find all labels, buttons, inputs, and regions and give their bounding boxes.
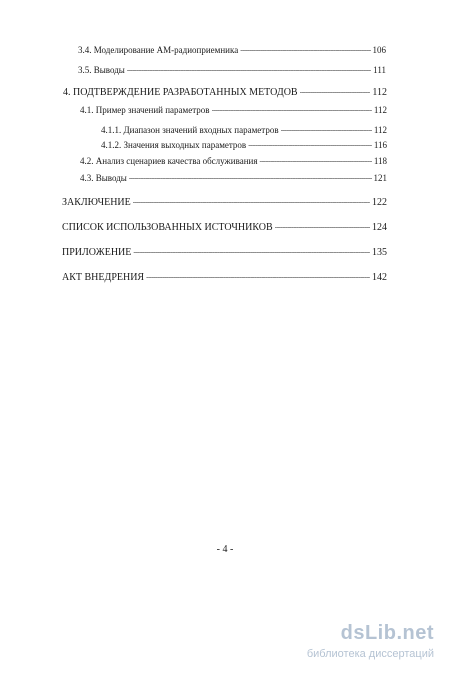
- toc-entry-4-1: [80, 104, 387, 116]
- watermark-logo: dsLib.net: [340, 622, 434, 644]
- toc-entry-appendix: [62, 247, 387, 259]
- toc-entry-page: 121: [373, 173, 387, 183]
- toc-entry-page: 112: [372, 87, 387, 98]
- toc-leader: [300, 86, 371, 98]
- toc-leader: [275, 221, 370, 233]
- toc-entry-title: 4.2. Анализ сценариев качества обслуживания: [80, 156, 258, 166]
- toc-entry-page: 111: [373, 65, 386, 75]
- toc-entry-title: 4. ПОДТВЕРЖДЕНИЕ РАЗРАБОТАННЫХ МЕТОДОВ: [63, 87, 298, 98]
- toc-entry-title: СПИСОК ИСПОЛЬЗОВАННЫХ ИСТОЧНИКОВ: [62, 222, 273, 233]
- toc-entry-4-3: [80, 172, 387, 184]
- toc-leader: [281, 124, 372, 136]
- toc-entry-page: 118: [373, 156, 387, 166]
- toc-entry-title: 4.3. Выводы: [80, 173, 127, 183]
- toc-leader: [240, 44, 370, 56]
- toc-entry-page: 112: [373, 125, 387, 135]
- toc-entry-3-5: [78, 64, 386, 76]
- toc-entry-4-2: [80, 155, 387, 167]
- toc-entry-page: 135: [372, 247, 387, 258]
- toc-leader: [248, 139, 372, 151]
- toc-entry-title: АКТ ВНЕДРЕНИЯ: [62, 272, 145, 283]
- toc-entry-page: 124: [372, 222, 387, 233]
- toc-entry-page: 112: [373, 105, 387, 115]
- toc-leader: [133, 246, 370, 258]
- toc-entry-page: 122: [372, 197, 387, 208]
- toc-leader: [133, 196, 370, 208]
- toc-entry-title: 3.4. Моделирование АМ-радиоприемника: [78, 45, 239, 55]
- watermark: [292, 622, 442, 666]
- toc-entry-title: 3.5. Выводы: [78, 65, 125, 75]
- watermark-tagline: библиотека диссертаций: [306, 648, 434, 660]
- toc-entry-title: ЗАКЛЮЧЕНИЕ: [62, 197, 131, 208]
- toc-entry-conclusion: [62, 197, 387, 209]
- toc-entry-page: 116: [373, 140, 387, 150]
- toc-leader: [129, 172, 372, 184]
- toc-entry-page: 106: [372, 45, 386, 55]
- toc-entry-title: 4.1.1. Диапазон значений входных параметров: [101, 125, 279, 135]
- toc-leader: [146, 271, 370, 283]
- toc-entry-title: 4.1. Пример значений параметров: [80, 105, 210, 115]
- toc-entry-title: ПРИЛОЖЕНИЕ: [62, 247, 132, 258]
- toc-entry-page: 142: [372, 272, 387, 283]
- toc-leader: [259, 155, 371, 167]
- page-number: - 4 -: [216, 544, 234, 555]
- toc-leader: [212, 104, 372, 116]
- toc-leader: [127, 64, 371, 76]
- toc-entry-3-4: [78, 44, 386, 56]
- toc-entry-4: [63, 87, 387, 99]
- toc-entry-4-1-2: [101, 139, 387, 151]
- toc-entry-act: [62, 272, 387, 284]
- toc-entry-4-1-1: [101, 124, 387, 136]
- toc-entry-references: [62, 222, 387, 234]
- toc-entry-title: 4.1.2. Значения выходных параметров: [101, 140, 247, 150]
